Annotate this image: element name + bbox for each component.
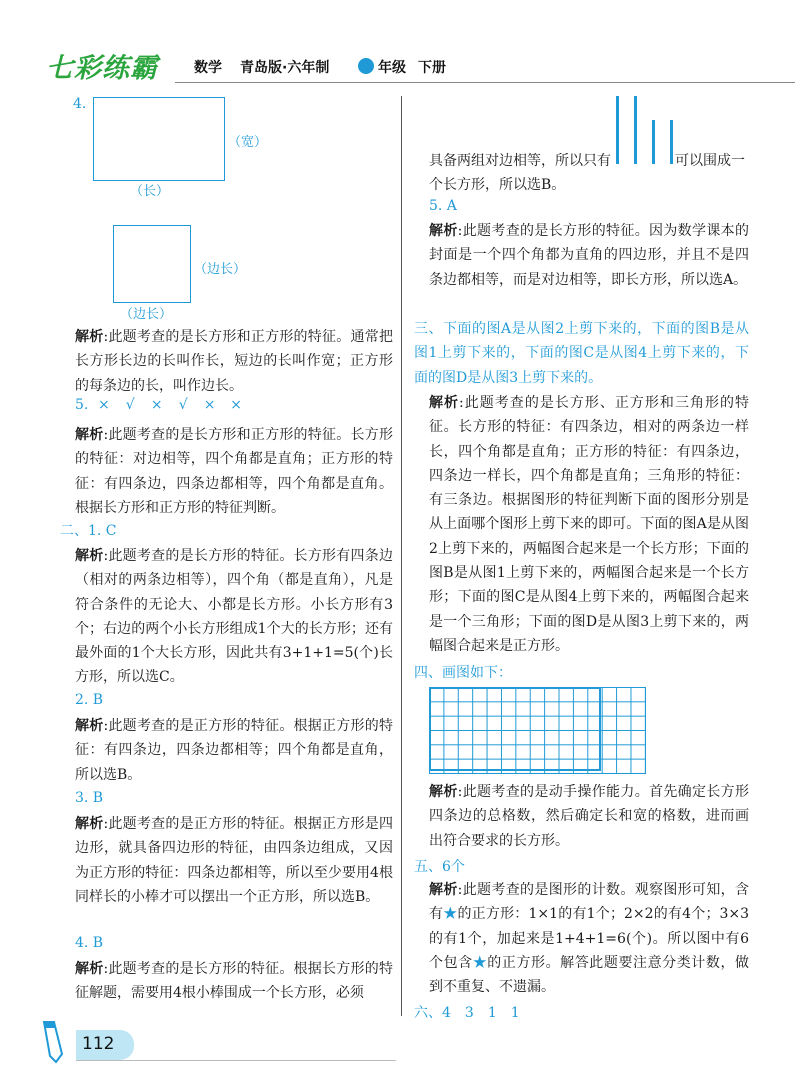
q3-analysis: 解析:此题考查的是正方形的特征。根据正方形是四边形，就具备四边形的特征，由四条边组成，又因为正方形的特征：四条边都相等，所以至少要用4根同样长的小棒才可以摆出一个正方形，所以选B。 — [75, 816, 394, 905]
star-icon: ★ — [443, 906, 458, 923]
q5-answers: 5. × √ × √ × × — [75, 397, 247, 413]
q2-answer: 2. B — [75, 692, 104, 708]
footer-rule — [76, 1060, 396, 1061]
q5-mark-5: × — [203, 397, 216, 413]
q4-number: 4. — [73, 96, 87, 112]
q5-mark-1: × — [97, 397, 110, 413]
header-edition: 青岛版·六年制 — [240, 60, 330, 76]
section6-answer: 六、4 3 1 1 — [414, 1005, 520, 1021]
square-side-label-right: （边长） — [194, 262, 247, 277]
column-divider — [401, 96, 402, 1016]
stick-2 — [634, 96, 637, 164]
header-subject: 数学 — [194, 60, 222, 76]
q5-analysis: 解析:此题考查的是长方形和正方形的特征。长方形的特征：对边相等，四个角都是直角；正方形的特征：有四条边，四条边都相等，四个角都是直角。根据长方形和正方形的特征判断。 — [75, 427, 394, 516]
square-side-label-bottom: （边长） — [120, 307, 173, 322]
section2-q1: 二、1. C — [60, 523, 117, 539]
s3-analysis: 解析:此题考查的是长方形、正方形和三角形的特征。长方形的特征：有四条边，相对的两条边一样长，四个角都是直角；正方形的特征：有四条边，四条边一样长，四个角都是直角；三角形的特征：有三条边。根据图形的特征判断下面的图形分别是从上面哪个图形上剪下来的即可。下面的图A是从图2上剪下来的，两幅图合起来是一个长方形；下面的图B是从图1上剪下来的，两幅图合起来是一个长方形；下面的图C是从图4上剪下来的，两幅图合起来是一个三角形；下面的图D是从图3上剪下来的，两幅图合起来是正方形。 — [429, 395, 750, 654]
sticks-figure — [612, 96, 674, 164]
rect-width-label: （宽） — [228, 135, 268, 150]
section4-answer: 四、画图如下： — [414, 665, 512, 681]
q5-mark-2: √ — [125, 397, 135, 413]
q2-analysis: 解析:此题考查的是正方形的特征。根据正方形的特征：有四条边，四条边都相等；四个角都是直角，所以选B。 — [75, 718, 394, 783]
header-grade: 年级 — [378, 60, 406, 76]
pencil-icon — [36, 1020, 78, 1064]
q4b-analysis: 解析:此题考查的是长方形的特征。根据长方形的特征解题，需要用4根小棒围成一个长方形，必须 — [75, 961, 394, 1002]
drawn-rectangle — [429, 687, 601, 771]
section5-answer: 五、6个 — [414, 859, 465, 875]
star-icon: ★ — [472, 954, 488, 971]
q4b-continuation-line1: 具备两组对边相等，所以只有 — [429, 153, 611, 169]
q4b-answer: 4. B — [75, 935, 104, 951]
q5-mark-4: √ — [178, 397, 188, 413]
r-q5-answer: 5. A — [429, 198, 457, 214]
stick-1 — [616, 96, 619, 164]
grade-badge-icon — [358, 58, 374, 74]
q3-answer: 3. B — [75, 790, 104, 806]
rectangle-figure — [93, 97, 225, 181]
q5-mark-6: × — [230, 397, 242, 413]
s5-analysis: 解析:此题考查的是图形的计数。观察图形可知，含有★的正方形：1×1的有1个；2×2的有4个；3×3的有1个，加起来是1+4+1=6(个)。所以图中有6个包含★的正方形。解答此题要注意分类计数，做到不重复、不遗漏。 — [429, 882, 750, 996]
rect-length-label: （长） — [130, 184, 170, 199]
q4b-continuation-line2: 个长方形，所以选B。 — [429, 177, 566, 193]
square-figure — [113, 225, 191, 303]
s4-analysis: 解析:此题考查的是动手操作能力。首先确定长方形四条边的总格数，然后确定长和宽的格数，进而画出符合要求的长方形。 — [429, 784, 750, 849]
page-number: 112 — [82, 1034, 115, 1054]
q5-mark-3: × — [150, 397, 163, 413]
q4b-continuation-line1b: 可以围成一 — [675, 153, 745, 169]
q4-analysis: 解析:此题考查的是长方形和正方形的特征。通常把长方形长边的长叫作长，短边的长叫作宽；正方形的每条边的长，叫作边长。 — [75, 329, 394, 394]
brand-logo: 七彩练霸 — [46, 53, 158, 84]
header-term: 下册 — [418, 60, 446, 76]
section3-answer: 三、下面的图A是从图2上剪下来的，下面的图B是从图1上剪下来的，下面的图C是从图4上剪下来的，下面的图D是从图3上剪下来的。 — [414, 321, 749, 386]
header-rule — [175, 82, 795, 83]
drawing-grid — [429, 687, 646, 774]
stick-3 — [652, 120, 655, 164]
s2-q1-analysis: 解析:此题考查的是长方形的特征。长方形有四条边（相对的两条边相等），四个角（都是直角），凡是符合条件的无论大、小都是长方形。小长方形有3个；右边的两个小长方形组成1个大的长方形；还有最外面的1个大长方形，因此共有3+1+1=5(个)长方形，所以选C。 — [75, 548, 394, 686]
r-q5-analysis: 解析:此题考查的是长方形的特征。因为数学课本的封面是一个四个角都为直角的四边形，并且不是四条边都相等，而是对边相等，即长方形，所以选A。 — [429, 223, 750, 288]
stick-4 — [670, 120, 673, 164]
